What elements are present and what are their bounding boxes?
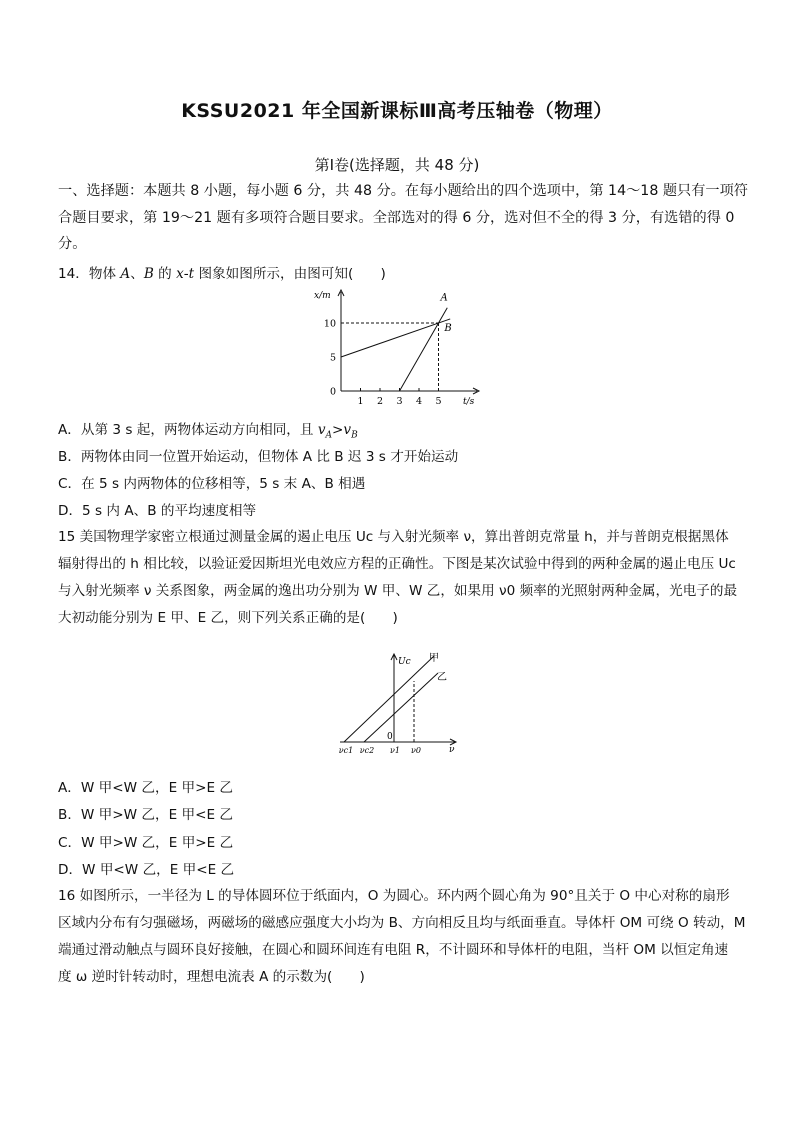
series-line-乙 (364, 673, 438, 742)
q15-option-b[interactable]: B．W 甲>W 乙，E 甲<E 乙 (58, 807, 234, 823)
series-label-B: B (444, 323, 452, 335)
series-label-甲: 甲 (429, 653, 439, 664)
q15-line-2: 辐射得出的 h 相比较，以验证爱因斯坦光电效应方程的正确性。下图是某次试验中得到的两种金属的遏止电压 Uc (58, 556, 736, 572)
x-tick-label: νc2 (359, 746, 375, 755)
x-axis-label: ν (449, 745, 455, 755)
exam-title: KSSU2021 年全国新课标Ⅲ高考压轴卷（物理） (181, 100, 613, 122)
xt-graph (305, 284, 485, 409)
y-axis-label: Uc (398, 657, 411, 667)
uc-nu-graph (332, 648, 462, 758)
q14-stem: 14．物体 A、B 的 x-t 图象如图所示，由图可知( ) (58, 266, 386, 282)
x-tick-label: 4 (415, 396, 423, 407)
y-tick-label: 0 (329, 386, 336, 398)
q16-line-2: 区域内分布有匀强磁场，两磁场的磁感应强度大小均为 B、方向相反且均与纸面垂直。导体杆 OM 可绕 O 转动，M (58, 915, 746, 931)
x-tick-label: 5 (435, 396, 442, 407)
section-title: 第Ⅰ卷(选择题，共 48 分) (314, 156, 480, 174)
q15-option-c[interactable]: C．W 甲>W 乙，E 甲>E 乙 (58, 835, 234, 851)
q14-option-d[interactable]: D．5 s 内 A、B 的平均速度相等 (58, 503, 257, 519)
q14-option-b[interactable]: B．两物体由同一位置开始运动，但物体 A 比 B 迟 3 s 才开始运动 (58, 449, 459, 465)
x-tick-label: νc1 (338, 746, 354, 755)
q16-line-1: 16 如图所示，一半径为 L 的导体圆环位于纸面内，O 为圆心。环内两个圆心角为 90°且关于 O 中心对称的扇形 (58, 888, 730, 904)
q15-line-4: 大初动能分别为 E 甲、E 乙，则下列关系正确的是( ) (58, 610, 398, 626)
q14-option-c[interactable]: C．在 5 s 内两物体的位移相等，5 s 末 A、B 相遇 (58, 476, 366, 492)
x-tick-label: 1 (357, 396, 364, 407)
series-line-B (341, 319, 450, 357)
q15-option-d[interactable]: D．W 甲<W 乙，E 甲<E 乙 (58, 862, 235, 878)
x-tick-label: 2 (376, 396, 384, 407)
q14-option-a[interactable]: A．从第 3 s 起，两物体运动方向相同，且 $v_A>v_B$ (58, 422, 358, 441)
q15-line-1: 15 美国物理学家密立根通过测量金属的遏止电压 Uc 与入射光频率 ν，算出普朗克常量 h，并与普朗克根据黑体 (58, 529, 729, 545)
series-line-甲 (344, 656, 434, 742)
q15-line-3: 与入射光频率 ν 关系图象，两金属的逸出功分别为 W 甲、W 乙，如果用 ν0 频率的光照射两种金属，光电子的最 (58, 583, 738, 599)
x-axis-label: t/s (463, 397, 475, 407)
x-tick-label: ν0 (411, 746, 421, 755)
q16-line-4: 度 ω 逆时针转动时，理想电流表 A 的示数为( ) (58, 969, 365, 985)
series-label-乙: 乙 (437, 672, 447, 683)
series-line-A (400, 308, 448, 391)
y-axis-label: x/m (314, 291, 331, 301)
series-label-A: A (440, 292, 448, 304)
instructions: 一、选择题：本题共 8 小题，每小题 6 分，共 48 分。在每小题给出的四个选项中，第 14～18 题只有一项符合题目要求，第 19～21 题有多项符合题目要求。全部选对的得 6 分，选对但不全的得 3 分，有选错的得 0 分。 (58, 183, 748, 252)
q15-option-a[interactable]: A．W 甲<W 乙，E 甲>E 乙 (58, 780, 233, 796)
x-tick-label: 3 (396, 396, 403, 407)
origin-label: 0 (387, 732, 393, 742)
y-tick-label: 5 (329, 352, 336, 364)
q16-line-3: 端通过滑动触点与圆环良好接触，在圆心和圆环间连有电阻 R，不计圆环和导体杆的电阻，当杆 OM 以恒定角速 (58, 942, 729, 958)
y-tick-label: 10 (323, 318, 336, 330)
x-tick-label: ν1 (390, 746, 400, 755)
